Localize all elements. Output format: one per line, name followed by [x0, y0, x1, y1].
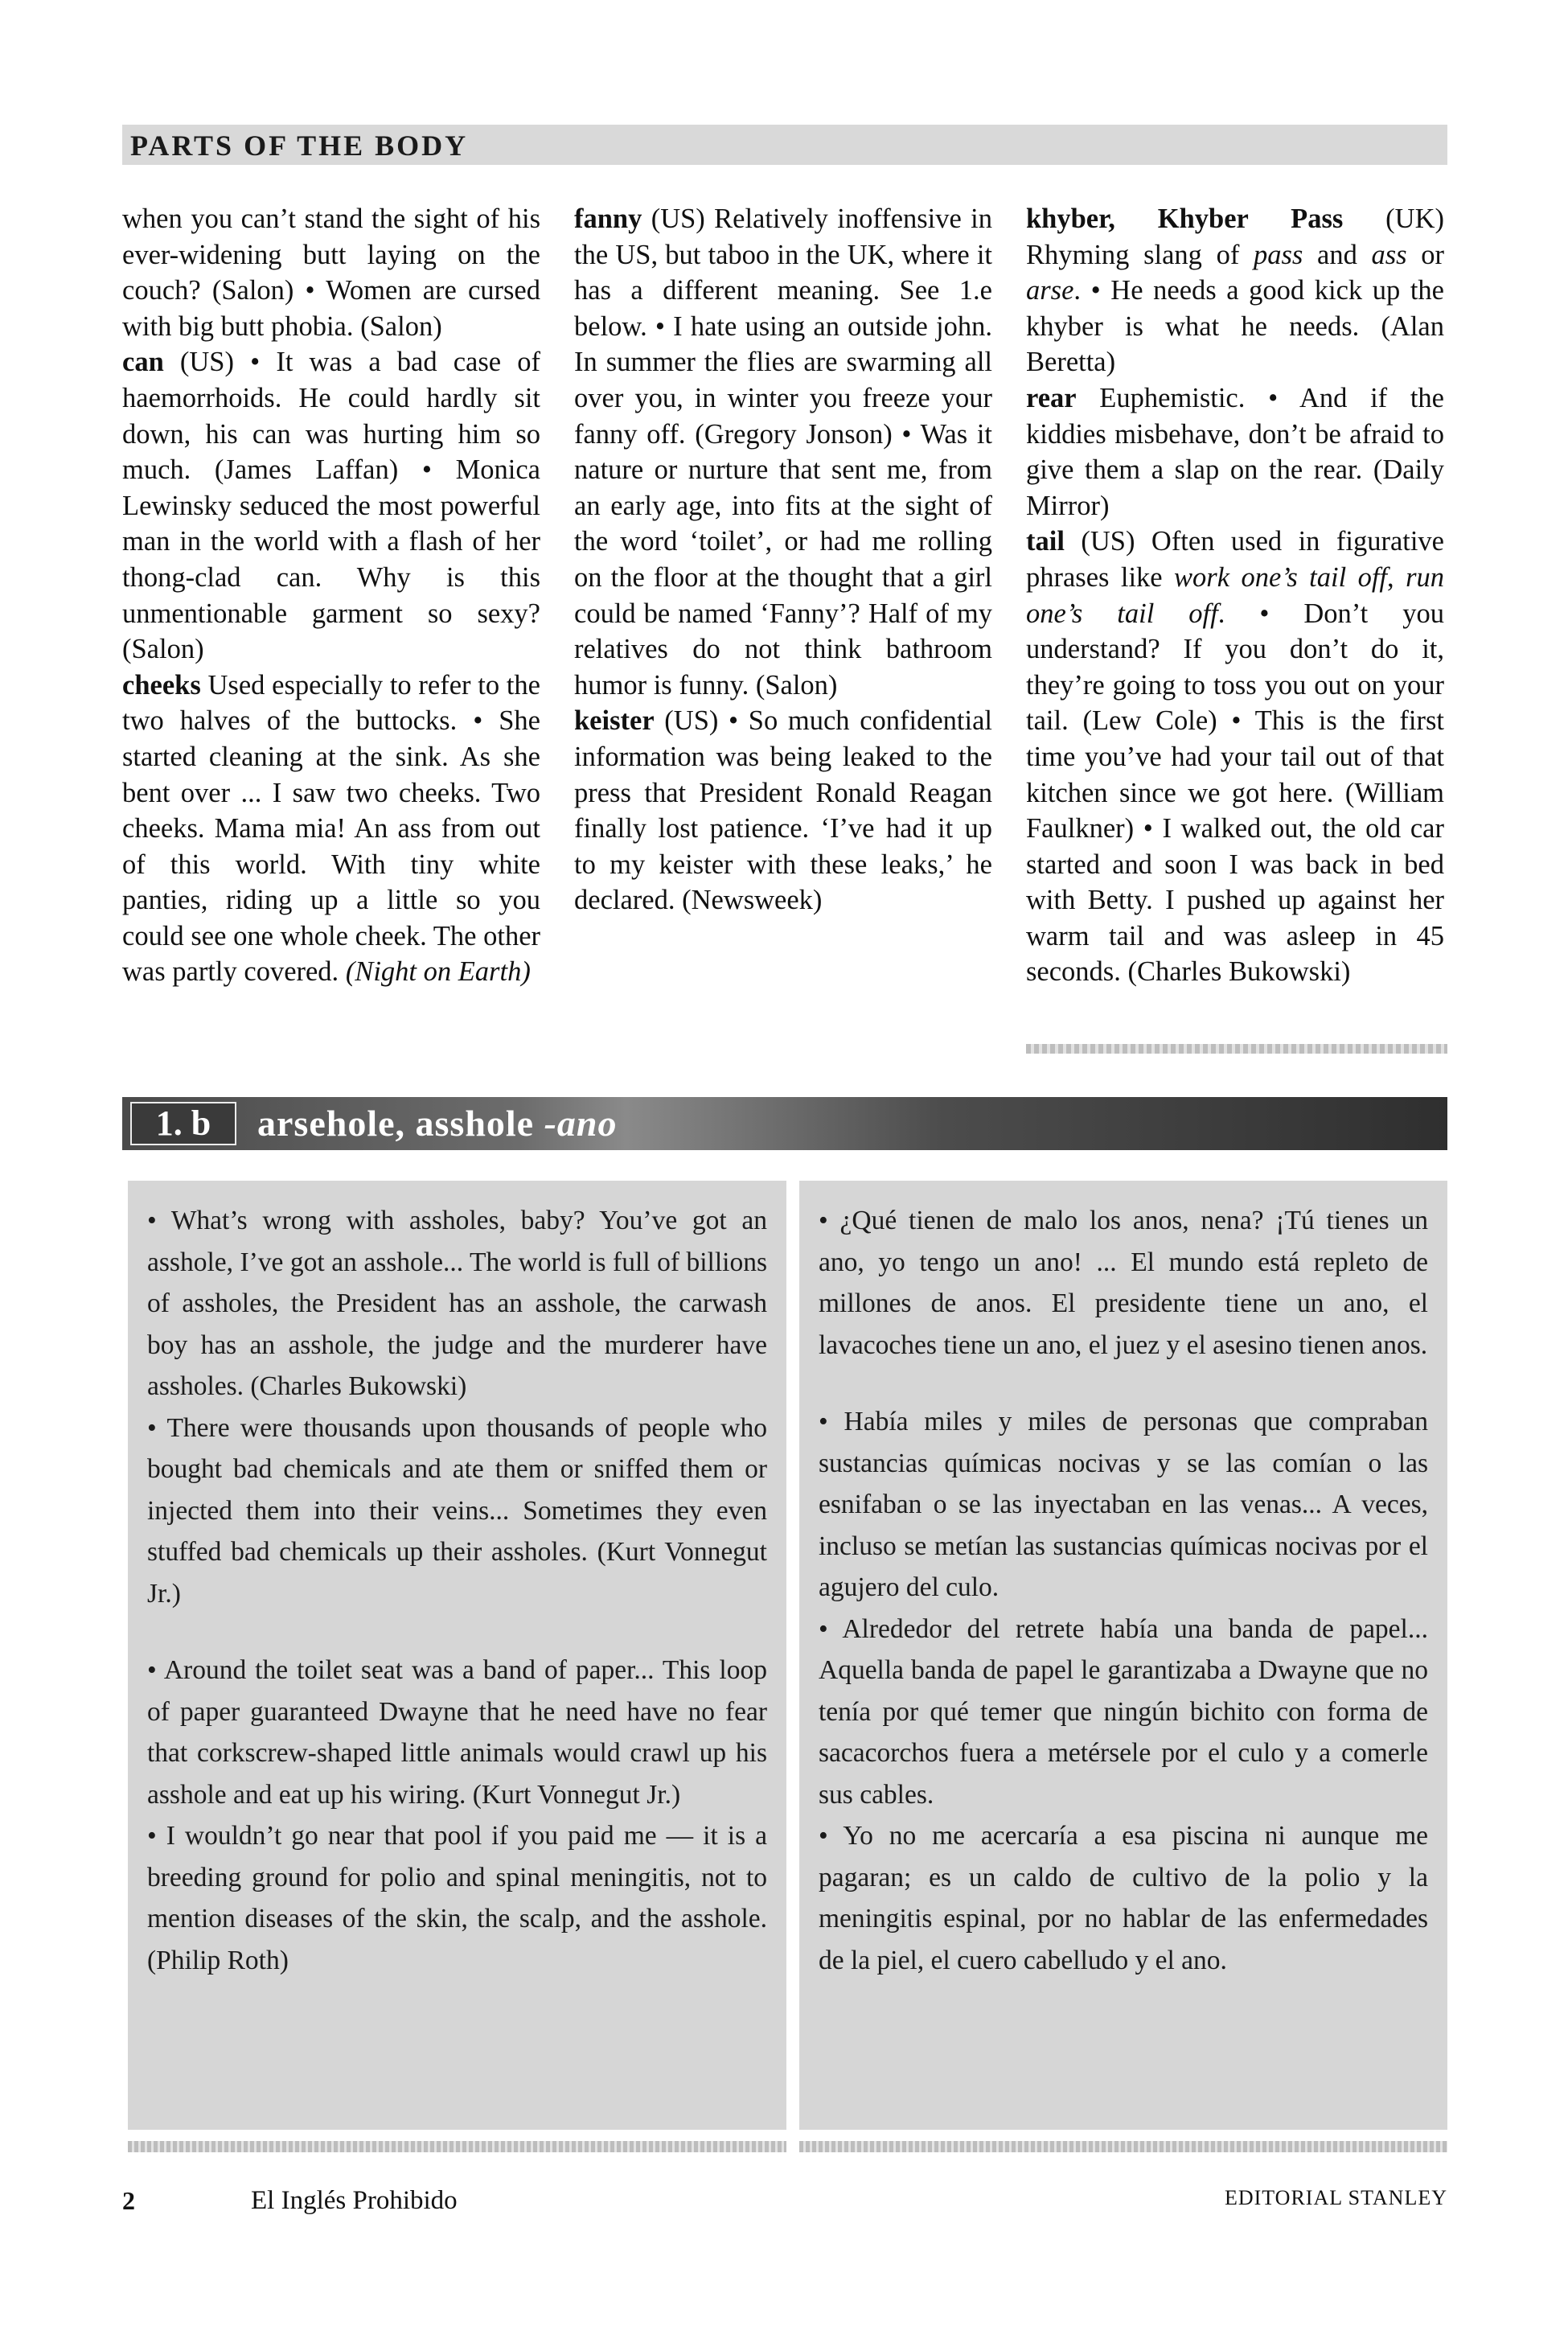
example-en-4: • I wouldn’t go near that pool if you paid me — it is a breeding ground for polio and spinal meningitis, not to mention diseases of the skin, the scalp, and the asshole. (Philip Roth) [147, 1821, 767, 1975]
entry-text: (US) • It was a bad case of haemorrhoids. He could hardly sit down, his can was hurting him so much. (James Laffan) • Monica Lewinsky seduced the most powerful man in the world with a flash of her thong-clad can. Why is this unmentionable garment so sexy? (Salon) [122, 347, 540, 665]
entry-text: (US) Relatively inoffensive in the US, but taboo in the UK, where it has a different meaning. See 1.e below. • I hate using an outside john. In summer the flies are swarming all over you, in winter you freeze your fanny off. (Gregory Jonson) • Was it nature or nurture that sent me, from an early age, into fits at the sight of the word ‘toilet’, or had me rolling on the floor at the thought that a girl could be named ‘Fanny’? Half of my relatives do not think bathroom humor is funny. (Salon) [574, 203, 992, 701]
section-number: 1. b [130, 1102, 236, 1145]
entry-tail [1026, 524, 1444, 990]
column-2 [574, 201, 992, 918]
entry-term: khyber, Khyber Pass [1026, 203, 1344, 234]
publisher: EDITORIAL STANLEY [1224, 2186, 1447, 2209]
entry-italic: ass [1371, 239, 1407, 270]
entry-text: or [1406, 239, 1444, 270]
panel-rule-right [799, 2141, 1447, 2152]
section-heading [122, 1097, 1447, 1150]
panel-rule-left [128, 2141, 786, 2152]
page-number: 2 [122, 2186, 135, 2215]
spanish-examples-panel [799, 1181, 1447, 2130]
section-title-en: arsehole, asshole [257, 1103, 535, 1144]
entry-term: keister [574, 705, 655, 737]
entry-italic: arse [1026, 275, 1074, 306]
entry-text: and [1303, 239, 1372, 270]
entry-rear [1026, 380, 1444, 524]
entry-text: . • He needs a good kick up the khyber is what he needs. (Alan Beretta) [1026, 275, 1444, 378]
entry-text: (UK) Rhyming slang of [1026, 203, 1444, 270]
example-es-4: • Yo no me acercaría a esa piscina ni aunque me pagaran; es un caldo de cultivo de la polio y la meningitis espinal, por no hablar de las enfermedades de la piel, el cuero cabelludo y el ano. [819, 1821, 1428, 1975]
column-1 [122, 201, 540, 990]
entry-term: can [122, 347, 164, 378]
entry-khyber [1026, 201, 1444, 380]
entry-italic: pass [1253, 239, 1303, 270]
english-examples-panel [128, 1181, 786, 2130]
entry-term: fanny [574, 203, 642, 234]
example-en-1: • What’s wrong with assholes, baby? You’ve got an asshole, I’ve got an asshole... The world is full of billions of assholes, the President has an asshole, the carwash boy has an asshole, the judge and the murderer have assholes. (Charles Bukowski) [147, 1206, 767, 1401]
entry-text: when you can’t stand the sight of his ever-widening butt laying on the couch? (Salon) • Women are cursed with big butt phobia. (Salon) [122, 203, 540, 342]
entry-can [122, 344, 540, 667]
entry-term: rear [1026, 382, 1077, 413]
entry-italic: run one’s tail off [1026, 561, 1444, 629]
entry-fanny [574, 201, 992, 703]
running-header: PARTS OF THE BODY [122, 125, 1447, 165]
example-es-3: • Alrededor del retrete había una banda de papel... Aquella banda de papel le garantizaba a Dwayne que no tenía por qué temer que ningún bichito con forma de sacacorchos fuera a metérsele por el culo y a comerle sus cables. [819, 1613, 1428, 1810]
example-en-3: • Around the toilet seat was a band of paper... This loop of paper guaranteed Dwayne that he need have no fear that corkscrew-shaped little animals would crawl up his asshole and eat up his wiring. (Kurt Vonnegut Jr.) [147, 1655, 767, 1810]
book-title: El Inglés Prohibido [251, 2186, 458, 2215]
entry-text: . • Don’t you understand? If you don’t do it, they’re going to toss you out on your tail. (Lew Cole) • This is the first time you’ve had your tail out of that kitchen since we got here. (William Faulkner) • I walked out, the old car started and soon I was back in bed with Betty. I pushed up against her warm tail and was asleep in 45 seconds. (Charles Bukowski) [1026, 598, 1444, 988]
section-title [249, 1097, 618, 1150]
entry-text: , [1387, 561, 1406, 593]
entry-term: tail [1026, 526, 1065, 557]
entry-text: Euphemistic. • And if the kiddies misbehave, don’t be afraid to give them a slap on the rear. (Daily Mirror) [1026, 382, 1444, 521]
section-title-es: -ano [544, 1103, 618, 1144]
entry-term: cheeks [122, 669, 201, 701]
entry-text: (US) • So much confidential information was being leaked to the press that President Ronald Reagan finally lost patience. ‘I’ve had it up to my keister with these leaks,’ he declared. (Newsweek) [574, 705, 992, 916]
entry-text: (US) Often used in figurative phrases like [1026, 526, 1444, 593]
entry-text: Used especially to refer to the two halves of the buttocks. • She started cleaning at the sink. As she bent over ... I saw two cheeks. Two cheeks. Mama mia! An ass from out of this world. With tiny white panties, riding up a little so you could see one whole cheek. The other was partly covered. [122, 669, 540, 988]
entry-source: (Night on Earth) [345, 956, 531, 988]
column-end-rule [1026, 1044, 1447, 1054]
example-es-2: • Había miles y miles de personas que compraban sustancias químicas nocivas y se las comían o las esnifaban o se las inyectaban en las venas... A veces, incluso se metían las sustancias químicas nocivas por el agujero del culo. [819, 1407, 1428, 1602]
example-en-2: • There were thousands upon thousands of people who bought bad chemicals and ate them or sniffed them or injected them into their veins... Sometimes they even stuffed bad chemicals up their assholes. (Kurt Vonnegut Jr.) [147, 1412, 767, 1609]
column-3 [1026, 201, 1444, 990]
entry-keister [574, 703, 992, 918]
example-es-1: • ¿Qué tienen de malo los anos, nena? ¡Tú tienes un ano, yo tengo un ano! ... El mundo está repleto de millones de anos. El presidente tiene un ano, el lavacoches tiene un ano, el juez y el asesino tienen anos. [819, 1206, 1428, 1360]
entry-italic: work one’s tail off [1174, 561, 1388, 593]
entry-cheeks [122, 668, 540, 990]
entry-continuation [122, 201, 540, 344]
